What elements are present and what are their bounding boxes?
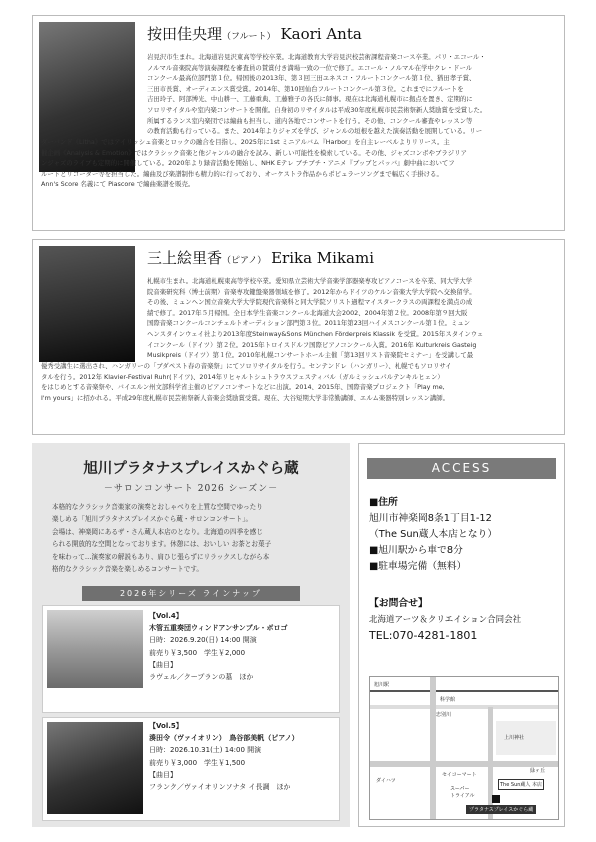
parking-info: ■駐車場完備（無料）	[369, 561, 467, 572]
venue-address-note: （The Sun蔵人本店となり）	[369, 529, 498, 540]
map-label-science-hall: 科学館	[440, 697, 456, 703]
access-info: ■住所 旭川市神楽岡8条1丁目1-12 （The Sun蔵人本店となり） ■旭川駅から車で8分 ■駐車場完備（無料）	[369, 495, 497, 575]
contact-info: 【お問合せ】 北海道アーツ＆クリエイション合同会社 TEL:070-4281-1801	[369, 598, 522, 642]
map-label-station: 旭川駅	[374, 682, 390, 688]
access-heading: ACCESS	[367, 458, 556, 479]
transit-info: ■旭川駅から車で8分	[369, 545, 463, 556]
performer-name-jp: 按田佳央理	[147, 25, 223, 43]
performer-role: （ピアノ）	[222, 256, 267, 266]
performer-bio-mikami: 札幌市生まれ。北海道札幌東高等学校卒業。愛知県立芸術大学音楽学部器楽専攻ピアノコースを卒業、同大学大学 院音楽研究科（博士前期）音楽専攻鍵盤楽器領域を修了。2012年からドイツのケルン音楽大学大学院へ交換留学。 その後、ミュンヘン国立音楽大学大学院現代音楽科と同大学院ソリスト過程マイスタークラスの両課程を満点の成 績で修了。2017年５月帰国。全日本学生音楽コンクール北海道大会2002、2004年第２位。2008年第９回大阪 国際音楽コンクールコンチェルトオーディション部門第３位。2011年第23回ハイメスコンクール第１位。ミュン ヘンスタインウェイ社より2013年度Steinway&Sons München Förderpreis Klassik を受賞。2015年スタインウェ イコンクール（ドイツ）第２位。2015年トロイスドルフ国際ピアノコンクール入賞。2016年 Kulturkreis Gasteig Musikpreis（ドイツ）第１位。2010年札幌コンサートホール主催「第13回リスト音楽院セミナー」を受講して最	[147, 277, 484, 360]
performer-name	[147, 23, 362, 44]
map-label-daihatsu: ダイハツ	[376, 778, 396, 784]
performer-card-anta	[32, 15, 565, 231]
map-river	[370, 705, 558, 709]
map-road-vertical	[430, 677, 436, 819]
map-label-shrine: 上川神社	[504, 735, 525, 741]
performer-name-romaji: Kaori Anta	[280, 25, 362, 43]
performer-bio-mikami-wide: 優秀受講生に選出され、ハンガリーの「ブダペスト春の音楽祭」にてソロリサイタルを行う。センテンドレ（ハンガリー）、札幌でもソロリサイ タルを行う。2012年 Klavier-Festival Ruhr(ドイツ)、2014年リヒャルトシュトラウスフェスティバル（ガルミッシュパルテンキルヒェン） をはじめとする音楽祭や、バイエルン州文部科学省主催のピアノコンサートなどに出演。2014、2015年、国際音楽プロジェクト「Play me, I'm yours」に招かれる。平成29年度札幌市民芸術祭新人音楽会奨励賞受賞。現在、大谷短期大学非常勤講師、エルム楽器特別レッスン講師。	[41, 362, 452, 402]
access-map	[369, 676, 559, 820]
performer-bio-anta-wide: ダーバンド《Litha》ではアイリッシュ音楽とロックの融合を目指し、2025年に1st ミニアルバム『Harbor』を自主レーベルよりリリース。主 催企画《Analysis & Emotion》ではクラシック音楽と他ジャンルの融合を試み、新しい可能性を模索している。その他、ジャズコンボやブラジリア ンジャズのライブも定期的に開催している。2020年より録音活動を開始し、NHK Eテレ ブチブチ・アニメ『ブッブとパッバ』劇中曲においてフ ルートとリコーダー等を担当した。編曲及び楽譜制作も精力的に行っており、オーケストラ作品からポピュラーソングまで幅広く手掛ける。 Ann's Score 名義にて Piascore で編曲楽譜を販売。	[41, 138, 467, 189]
lineup-heading: 2026年シリーズ ラインナップ	[82, 586, 300, 601]
map-label-river: 忠別川	[436, 712, 452, 718]
performer-role: （フルート）	[222, 32, 276, 42]
map-label-venue: プラタナスプレイスかぐら蔵	[466, 805, 536, 814]
show-photo-vol5	[47, 722, 143, 814]
map-venue-marker	[492, 795, 500, 803]
show-card-vol5	[42, 717, 340, 821]
map-label-seicomart: セイコーマート	[442, 772, 477, 778]
map-label-midorigaoka: 緑ヶ丘	[530, 768, 546, 774]
performer-photo-mikami	[39, 246, 135, 362]
concert-intro: 本格的なクラシック音楽家の演奏とおしゃべりを上質な空間でゆったり 楽しめる「旭川プラタナスプレイスかぐら蔵・サロンコンサート」。 会場は、神楽岡にあるザ・さん蔵人本店のとなり。北海道の四季を感じ られる開放的な空間となっております。休憩には、おいしい お茶とお菓子 を味わって…演奏家の解説もあり、肩ひじ張らずにリラックスしながら本 格的なクラシック音楽を楽しめるコンサートです。	[52, 503, 272, 574]
performer-name-romaji: Erika Mikami	[271, 249, 375, 267]
venue-address: 旭川市神楽岡8条1丁目1-12	[369, 513, 492, 524]
map-rail	[370, 690, 558, 692]
contact-tel: TEL:070-4281-1801	[369, 629, 478, 642]
map-label-the-sun: The Sun蔵人 本店	[498, 779, 544, 790]
concert-panel	[32, 443, 350, 827]
concert-title: 旭川プラタナスプレイスかぐら蔵	[83, 460, 299, 477]
performer-card-mikami	[32, 239, 565, 435]
concert-subtitle: －サロンコンサート 2026 シーズン－	[103, 484, 279, 494]
show-details-vol4: 【Vol.4】 木管五重奏団ウィンドアンサンブル・ボロゴ 日時：2026.9.20(日) 14:00 開演 前売り￥3,500 学生￥2,000 【曲目】 ラヴェル／クープランの墓 ほか	[149, 612, 288, 682]
performer-name-jp: 三上絵里香	[147, 249, 223, 267]
performer-bio-anta: 岩見沢市生まれ。北海道岩見沢東高等学校卒業。北海道教育大学岩見沢校芸術課程音楽コース卒業。パリ・エコール・ ノルマル音楽院高等演奏課程を審査員の賛賞付き満場一致の一位で修了。エコール・ノルマル在学中クレ・ドール コンクール最高位部門第１位。帰国後の2013年、第３回三田ユネスコ・フルートコンクール第１位、猶田孝子賞、 三田市長賞、オーディエンス賞受賞。2014年、第10回仙台フルートコンクール第３位。これまでにフルートを 吉田玲子、阿部博光、中山耕一、工藤重典、工藤雅子の各氏に師事。現在は北海道札幌市に拠点を置き、定期的に ソロリサイタルや室内楽コンサートを開催。自身初のリサイタルは平成30年度札幌市民芸術祭新人奨励賞を受賞した。 所属するランス室内楽団では編曲も担当し、道内各地でコンサートを行う。その他、コンクール審査やレッスン等 の教育活動も行っている。また、2014年よりジャズを学び、ジャンルの垣根を越えた演奏活動を展開している。リー	[147, 53, 487, 136]
performer-name	[147, 247, 374, 268]
show-photo-vol4	[47, 610, 143, 688]
contact-org: 北海道アーツ＆クリエイション合同会社	[369, 615, 522, 625]
show-card-vol4	[42, 605, 340, 713]
show-details-vol5: 【Vol.5】 湊田令（ヴァイオリン） 鳥谷部美帆（ピアノ） 日時：2026.10.31(土) 14:00 開演 前売り￥3,000 学生￥1,500 【曲目】 フランク／ヴァイオリンソナタ イ長調 ほか	[149, 722, 299, 792]
map-label-trial: スーパー トライアル	[450, 786, 475, 799]
access-panel	[358, 443, 565, 827]
